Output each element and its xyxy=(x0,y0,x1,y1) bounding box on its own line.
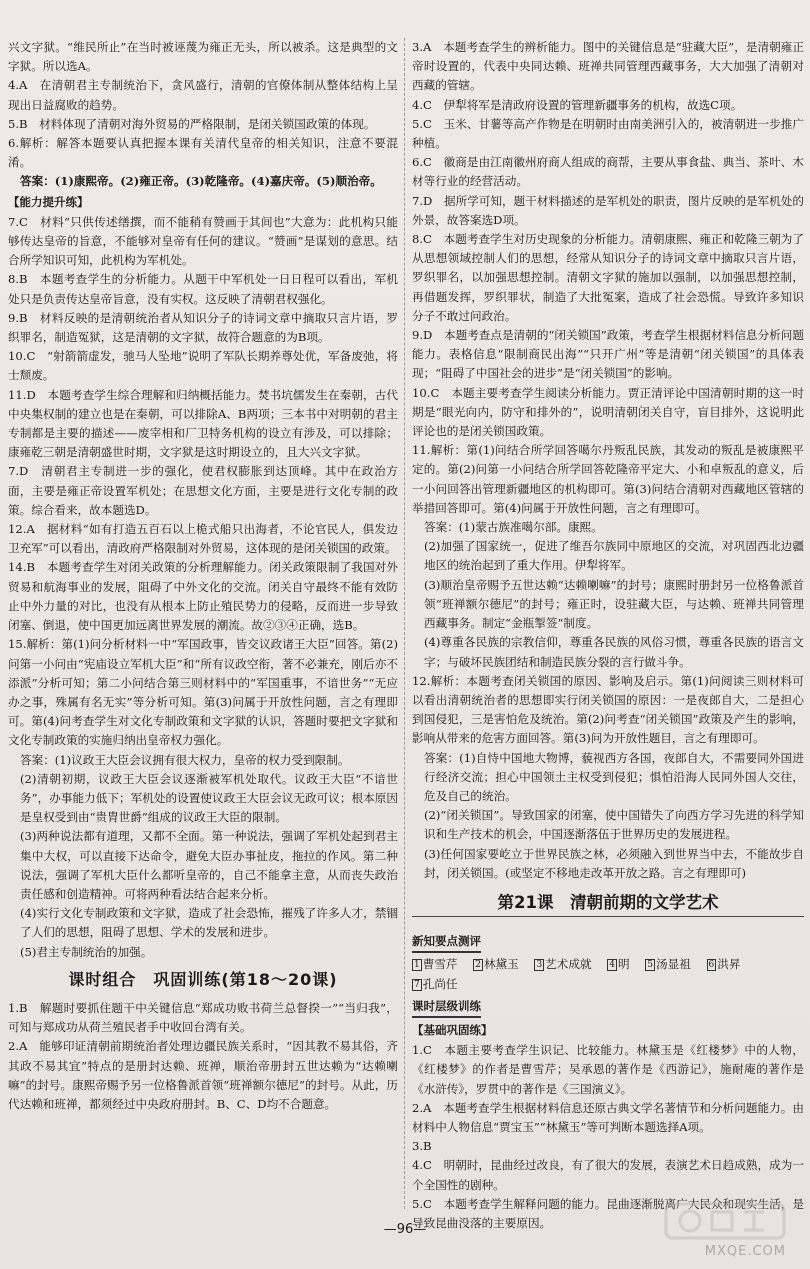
column-divider xyxy=(404,38,405,1209)
keyword-item: 7 孔尚任 xyxy=(414,976,458,991)
levels-heading: 课时层级训练 xyxy=(412,997,481,1018)
new-knowledge-heading: 新知要点测评 xyxy=(412,932,481,953)
answer-text: (2)“闭关锁国”。导致国家的闭塞，使中国错失了向西方学习先进的科学知识和生产技术的机会，中国逐渐落伍于世界历史的发展进程。 xyxy=(424,808,804,842)
answer-item: 7.D 据所学可知，题干材料描述的是军机处的职责，图片反映的是军机处的外景，故答案选D项。 xyxy=(412,193,804,227)
answer-item: 12.A 据材料“如有打造五百石以上桅式船只出海者，不论官民人，俱发边卫充军”可以看出，清政府严格限制对外贸易，这体现的是闭关锁国的政策。 xyxy=(8,522,398,556)
answer-text: 答案：(1)议政王大臣会议拥有很大权力，皇帝的权力受到限制。 xyxy=(20,752,350,767)
answer-item: 6.解析：解答本题要认真把握本课有关清代皇帝的相关知识，注意不要混淆。 xyxy=(8,136,398,170)
answer-item: 5.C 玉米、甘薯等高产作物是在明朝时由南美洲引入的，被清朝进一步推广种植。 xyxy=(412,116,804,151)
keyword-item: 4 明 xyxy=(609,957,630,972)
answer-item: 8.C 本题考查学生对历史现象的分析能力。清朝康熙、雍正和乾隆三朝为了从思想领域控制人们的思想，经常从知识分子的诗词文章中摘取只言片语，罗织罪名，以加强思想控制。清朝文字狱的施加以强制，以加强思想控制，再借题发挥，罗织罪状，制造了大批冤案，造成了社会恐慌。导致许多知识分子不敢过问政治。 xyxy=(412,232,804,323)
answer-item: 12.解析：本题考查闭关锁国的原因、影响及启示。第(1)问阅读三则材料可以看出清朝统治者的思想即实行闭关锁国的原因：一是夜郎自大，二是担心到国侵犯，三是害怕危及统治。第(2)问考查“闭关锁国”政策及产生的影响，影响从带来的危害方面回答。第(3)问为开放性题目，言之有理即可。 xyxy=(412,673,804,746)
answer-text: (4)尊重各民族的宗教信仰，尊重各民族的风俗习惯，尊重各民族的语言文字；与破坏民族团结和制造民族分裂的言行做斗争。 xyxy=(424,635,804,669)
answer-item: 10.C “射箭箭虚发，驰马人坠地”说明了军队长期养尊处优，军备废弛，将士颓废。 xyxy=(8,349,398,383)
answer-item: 5.C 本题考查学生解释问题的能力。昆曲逐渐脱离广大民众和现实生活，是导致昆曲没落的主要原因。 xyxy=(412,1196,804,1230)
section-heading: 课时组合 巩固训练(第18～20课) xyxy=(68,969,338,989)
answer-item: 3.A 本题考查学生的辨析能力。图中的关键信息是“驻藏大臣”，是清朝雍正帝时设置的，代表中央同达赖、班禅共同管理西藏事务，大大加强了清朝对西藏的管辖。 xyxy=(412,40,804,93)
answer-item: 11.解析：第(1)问结合所学回答噶尔丹叛乱民族，其发动的叛乱是被康熙平定的。第(2)问第一小问结合所学回答乾隆帝平定大、小和卓叛乱的意义，后一小问回答出管理新疆地区的机构即可。第(3)问结合清朝对西藏地区管辖的举措回答即可。第(4)问属于开放性问题，言之有理即可。 xyxy=(412,443,804,515)
answer-text: (3)两种说法都有道理，又都不全面。第一种说法，强调了军机处起到君主集中大权，可以直接下达命令，避免大臣办事扯皮，拖拉的作风。第二种说法，强调了军机大臣什么都听皇帝的，自己不能拿主意，从而丧失政治责任感和创造精神。可将两种看法结合起来分析。 xyxy=(20,829,398,901)
answer-item: 6.C 徽商是由江南徽州府商人组成的商帮，主要从事食盐、典当、茶叶、木材等行业的经营活动。 xyxy=(412,155,804,189)
keyword-item: 3 艺术成就 xyxy=(536,957,592,972)
answer-item: 7.C 材料“只供传述缮撰，而不能稍有赞画于其间也”大意为：此机构只能够传达皇帝的旨意，不能够对皇帝有任何的建议。“赞画”是谋划的意思。结合所学知识可知，此机构为军机处。 xyxy=(8,214,398,268)
answer-item: 4.A 在清朝君主专制统治下，贪风盛行，清朝的官僚体制从整体结构上呈现出日益腐败的趋势。 xyxy=(8,78,398,112)
answer-text: 答案：(1)蒙古族准噶尔部。康熙。 xyxy=(424,520,603,535)
keyword-list xyxy=(412,955,804,993)
answer-item: 2.A 能够印证清朝前期统治者处理边疆民族关系时，“因其教不易其俗，齐其政不易其宜”特点的是册封达赖、班禅，顺治帝册封五世达赖为“达赖喇嘛”的封号。康熙帝赐予另一位格鲁派首领“班禅额尔德尼”的封号。从此，历代达赖和班禅，都须经过中央政府册封。B、C、D均不合题意。 xyxy=(8,1039,398,1111)
answer-item: 9.D 本题考查点是清朝的“闭关锁国”政策，考查学生根据材料信息分析问题能力。表格信息“限制商民出海”“只开广州”等是清朝“闭关锁国”的具体表现；“阻碍了中国社会的进步”是“闭关锁国”的影响。 xyxy=(412,328,804,381)
answer-item: 14.B 本题考查学生对闭关政策的分析理解能力。闭关政策限制了我国对外贸易和航海事业的发展，阻碍了中外文化的交流。闭关自守最终不能有效防止中外力量的对比，也没有从根本上防止殖民势力的侵略，反而进一步导致闭塞、倒退，使中国更加远离世界发展的潮流。故②③④正确，选B。 xyxy=(8,560,398,633)
answer-text: (3)顺治皇帝赐予五世达赖“达赖喇嘛”的封号；康熙时册封另一位格鲁派首领“班禅额尔德尼”的封号；雍正时，设驻藏大臣，与达赖、班禅共同管理西藏事务。制定“金瓶掣签”制度。 xyxy=(424,577,804,631)
answer-item: 7.D 清朝君主专制进一步的强化，使君权膨胀到达顶峰。其中在政治方面，主要是雍正帝设置军机处；在思想文化方面，主要是进行文化专制的政策。综合看来，故本题选D。 xyxy=(8,464,398,517)
answer-text: (3)任何国家要屹立于世界民族之林，必须融入到世界当中去，不能故步自封，闭关锁国。(或坚定不移地走改革开放之路。言之有理即可) xyxy=(424,846,804,880)
answer-text: 答案：(1)自恃中国地大物博，藐视西方各国，夜郎自大，不需要同外国进行经济交流；担心中国领土主权受到侵犯；惧怕沿海人民同外国人交往，危及自己的统治。 xyxy=(424,750,804,803)
section-tag-basic: 【基础巩固练】 xyxy=(412,1022,493,1037)
answer-text: (2)加强了国家统一，促进了维吾尔族同中原地区的交流，对巩固西北边疆地区的统治起到了重大作用。伊犁将军。 xyxy=(424,539,804,573)
answer-text: (2)清朝初期，议政王大臣会议逐渐被军机处取代。议政王大臣“不谙世务”，办事能力低下；军机处的设置使议政王大臣会议无政可议；根本原因是皇权受到由“贵胄世爵”组成的议政王大臣的限制。 xyxy=(20,771,398,825)
keyword-item: 2 林黛玉 xyxy=(475,957,519,972)
answer-item: 3.B xyxy=(412,1139,432,1154)
lesson-title: 第21课 清朝前期的文学艺术 xyxy=(412,893,804,917)
paragraph: 兴文字狱。“维民所止”在当时被诬蔑为雍正无头，所以被杀。这是典型的文字狱。所以选A。 xyxy=(8,40,398,74)
watermark-text: MXQE.COM xyxy=(704,1244,786,1259)
answer-text: (5)君主专制统治的加强。 xyxy=(20,944,153,959)
answer-item: 4.C 伊犁将军是清政府设置的管理新疆事务的机构，故选C项。 xyxy=(412,97,743,112)
answer-item: 4.C 明朝时，昆曲经过改良，有了很大的发展，表演艺术日趋成熟，成为一个全国性的剧种。 xyxy=(412,1158,804,1192)
answer-item: 15.解析：第(1)问分析材料一中“军国政事，皆交议政诸王大臣”回答。第(2)问第一小问由“宪庙设立军机大臣”和“所有议政空衔，著不必兼充，刚后亦不添派”分析可知；第二小问结合第三则材料中的“军国重事，不谙世务”“无应办之事，殊属有名无实”等分析可知。第(3)问属于开放性问题，言之有理即可。第(4)问考查学生对文化专制政策和文字狱的认识，答题时要把文字狱和文化专制政策的实施归纳出皇帝权力强化。 xyxy=(8,637,398,748)
answer-item: 8.B 本题考查学生的分析能力。从题干中军机处一日日程可以看出，军机处只是负责传达皇帝旨意，没有实权。这反映了清朝君权强化。 xyxy=(8,272,398,306)
keyword-item: 5 汤显祖 xyxy=(647,957,691,972)
page-number: —96— xyxy=(383,1222,427,1237)
keyword-item: 1 曹雪芹 xyxy=(414,957,458,972)
left-column xyxy=(8,38,398,1209)
answer-item: 1.B 解题时要抓住题干中关键信息“郑成功败书荷兰总督揆一”“当归我”，可知与郑成功从荷兰殖民者手中收回台湾有关。 xyxy=(8,1000,398,1035)
answer-item: 11.D 本题考查学生综合理解和归纳概括能力。焚书坑儒发生在秦朝，古代中央集权制的建立也是在秦朝，可以排除A、B两项；三本书中对明朝的君主专制都是主要的描述——废宰相和厂卫特务机构的设立有涉及，可以排除；康雍乾三朝是清朝盛世时期，文字狱是这时期设立的，且大兴文字狱。 xyxy=(8,387,398,460)
right-column xyxy=(412,38,804,1230)
answer-text: (4)实行文化专制政策和文字狱，造成了社会恐怖，摧残了许多人才，禁锢了人们的思想，阻碍了思想、学术的发展和进步。 xyxy=(20,906,398,940)
answer-item: 2.A 本题考查学生根据材料信息还原古典文学名著情节和分析问题能力。由材料中人物信息“贾宝玉”“林黛玉”等可判断本题选择A项。 xyxy=(412,1100,804,1134)
answer-item: 1.C 本题主要考查学生识记、比较能力。林黛玉是《红楼梦》中的人物，《红楼梦》的作者是曹雪芹；吴承恩的著作是《西游记》，施耐庵的著作是《水浒传》，罗贯中的著作是《三国演义》。 xyxy=(412,1043,804,1096)
answer-item: 9.B 材料反映的是清朝统治者从知识分子的诗词文章中摘取只言片语，罗织罪名，制造冤狱，这是清朝的文字狱，故符合题意的为B项。 xyxy=(8,310,398,345)
keyword-item: 6 洪昇 xyxy=(708,957,741,972)
answer-item: 10.C 本题主要考查学生阅读分析能力。贾正清评论中国清朝时期的这一时期是“眼光向内，防守和排外的”，说明清朝闭关自守，盲目排外，这说明此评论也的是闭关锁国政策。 xyxy=(412,385,804,439)
answer-text: 答案：(1)康熙帝。(2)雍正帝。(3)乾隆帝。(4)嘉庆帝。(5)顺治帝。 xyxy=(20,174,382,189)
section-tag-ability: 【能力提升练】 xyxy=(8,194,89,209)
answer-item: 5.B 材料体现了清朝对海外贸易的严格限制，是闭关锁国政策的体现。 xyxy=(8,116,376,131)
